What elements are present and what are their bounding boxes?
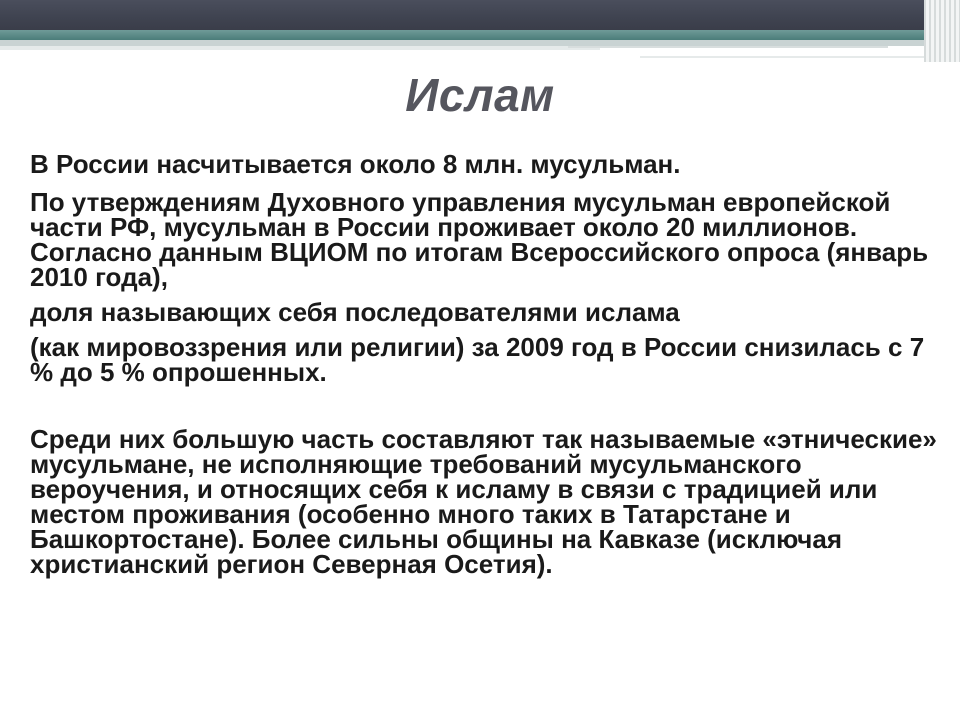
- slide-title: Ислам: [405, 69, 555, 121]
- paragraph-share: доля называющих себя последователями ислама: [30, 297, 680, 327]
- header-divider-light: [0, 46, 600, 50]
- header-decor-line-secondary: [640, 56, 960, 66]
- corner-decoration: [924, 0, 960, 62]
- slide-body: [30, 149, 940, 579]
- header-band: [0, 0, 960, 30]
- paragraph-muslim-count: В России насчитывается около 8 млн. мусульман.: [30, 149, 681, 179]
- paragraph-spiritual-board: По утверждениям Духовного управления мусульман европейской части РФ, мусульман в России проживает около 20 миллионов. Согласно данным ВЦИОМ по итогам Всероссийского опроса (январь 2010 года),: [30, 187, 929, 292]
- paragraph-ethnic-muslims: Среди них большую часть составляют так называемые «этнические» мусульмане, не исполняющие требований мусульманского вероучения, и относящих себя к исламу в связи с традицией или местом проживания (особенно много таких в Татарстане и Башкортостане). Более сильны общины на Кавказе (исключая христианский регион Северная Осетия).: [30, 424, 937, 579]
- paragraph-decline: (как мировоззрения или религии) за 2009 год в России снизилась с 7 % до 5 % опрошенных.: [30, 332, 925, 387]
- header-accent-stripe: [0, 30, 960, 40]
